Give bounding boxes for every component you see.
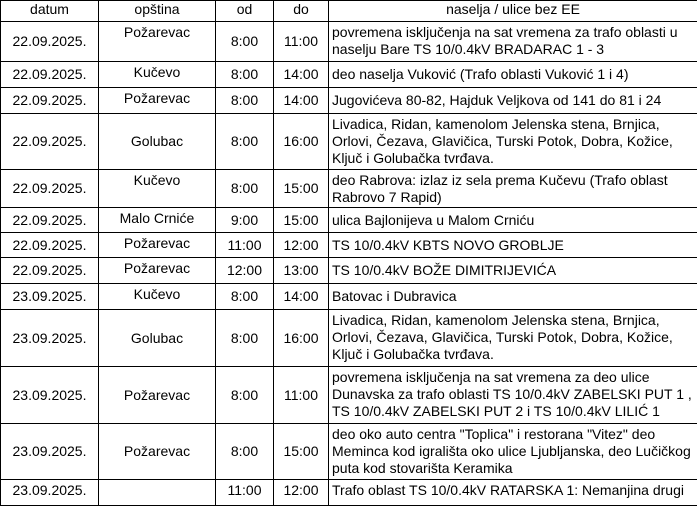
cell-od: 8:00 [216,88,274,114]
cell-opstina: Požarevac [99,88,216,114]
cell-naselja: deo naselja Vuković (Trafo oblasti Vuković 1 i 4) [329,62,697,88]
cell-datum: 22.09.2025. [1,208,99,233]
header-opstina: opština [99,1,216,22]
cell-datum: 23.09.2025. [1,480,99,506]
header-row [1,1,697,22]
cell-naselja: Batovac i Dubravica [329,284,697,310]
cell-naselja: Livadica, Ridan, kamenolom Jelenska stena, Brnjica, Orlovi, Čezava, Glavičica, Turski Potok, Dobra, Kožice, Ključ i Golubačka tvrđava. [329,114,697,170]
header-naselja: naselja / ulice bez EE [329,1,697,22]
table-row [1,233,697,258]
cell-datum: 23.09.2025. [1,424,99,480]
cell-datum: 22.09.2025. [1,22,99,62]
cell-datum: 23.09.2025. [1,310,99,367]
cell-opstina: Kučevo [99,170,216,208]
cell-do: 12:00 [274,480,329,506]
cell-do: 11:00 [274,367,329,424]
cell-naselja: deo oko auto centra "Toplica" i restorana "Vitez" deo Meminca kod igrališta oko ulice Ljubljanska, deo Lučičkog puta kod stovarišta Keramika [329,424,697,480]
cell-od: 8:00 [216,62,274,88]
cell-opstina: Malo Crniće [99,208,216,233]
cell-od: 8:00 [216,284,274,310]
cell-od: 11:00 [216,480,274,506]
cell-naselja: ulica Bajlonijeva u Malom Crniću [329,208,697,233]
cell-do: 15:00 [274,208,329,233]
table-row [1,170,697,208]
cell-do: 11:00 [274,22,329,62]
cell-opstina: Golubac [99,310,216,367]
cell-do: 15:00 [274,170,329,208]
header-od: od [216,1,274,22]
cell-opstina: Požarevac [99,22,216,62]
cell-od: 12:00 [216,258,274,284]
cell-datum: 22.09.2025. [1,88,99,114]
cell-opstina: Kučevo [99,62,216,88]
table-row [1,480,697,506]
cell-opstina: Požarevac [99,367,216,424]
cell-datum: 22.09.2025. [1,233,99,258]
cell-od: 8:00 [216,114,274,170]
cell-od: 11:00 [216,233,274,258]
cell-od: 8:00 [216,310,274,367]
cell-datum: 22.09.2025. [1,258,99,284]
table-row [1,367,697,424]
table-row [1,62,697,88]
cell-datum: 23.09.2025. [1,284,99,310]
cell-do: 14:00 [274,284,329,310]
table-row [1,114,697,170]
cell-do: 16:00 [274,310,329,367]
cell-do: 14:00 [274,88,329,114]
cell-opstina: Golubac [99,114,216,170]
cell-opstina: Požarevac [99,424,216,480]
cell-opstina: Požarevac [99,258,216,284]
cell-od: 8:00 [216,367,274,424]
cell-od: 9:00 [216,208,274,233]
cell-datum: 22.09.2025. [1,62,99,88]
table-row [1,22,697,62]
cell-od: 8:00 [216,170,274,208]
cell-do: 13:00 [274,258,329,284]
header-do: do [274,1,329,22]
table-row [1,258,697,284]
table-row [1,284,697,310]
cell-opstina [99,480,216,506]
cell-datum: 23.09.2025. [1,367,99,424]
cell-do: 12:00 [274,233,329,258]
table-row [1,88,697,114]
header-datum: datum [1,1,99,22]
cell-naselja: TS 10/0.4kV BOŽE DIMITRIJEVIĆA [329,258,697,284]
cell-naselja: povremena isključenja na sat vremena za deo ulice Dunavska za trafo oblasti TS 10/0.4kV ZABELSKI PUT 1 , TS 10/0.4kV ZABELSKI PUT 2 i TS 10/0.4kV LILIĆ 1 [329,367,697,424]
table-row [1,208,697,233]
cell-datum: 22.09.2025. [1,170,99,208]
cell-datum: 22.09.2025. [1,114,99,170]
cell-naselja: Trafo oblast TS 10/0.4kV RATARSKA 1: Nemanjina drugi [329,480,697,506]
cell-opstina: Kučevo [99,284,216,310]
cell-naselja: deo Rabrova: izlaz iz sela prema Kučevu (Trafo oblast Rabrovo 7 Rapid) [329,170,697,208]
cell-naselja: TS 10/0.4kV KBTS NOVO GROBLJE [329,233,697,258]
cell-opstina: Požarevac [99,233,216,258]
cell-od: 8:00 [216,22,274,62]
cell-naselja: povremena isključenja na sat vremena za trafo oblasti u naselju Bare TS 10/0.4kV BRADARAC 1 - 3 [329,22,697,62]
table-row [1,310,697,367]
cell-od: 8:00 [216,424,274,480]
cell-do: 15:00 [274,424,329,480]
cell-naselja: Jugovićeva 80-82, Hajduk Veljkova od 141 do 81 i 24 [329,88,697,114]
cell-do: 16:00 [274,114,329,170]
cell-naselja: Livadica, Ridan, kamenolom Jelenska stena, Brnjica, Orlovi, Čezava, Glavičica, Turski Potok, Dobra, Kožice, Klјuč i Golubačka tvrđava. [329,310,697,367]
cell-do: 14:00 [274,62,329,88]
table-row [1,424,697,480]
